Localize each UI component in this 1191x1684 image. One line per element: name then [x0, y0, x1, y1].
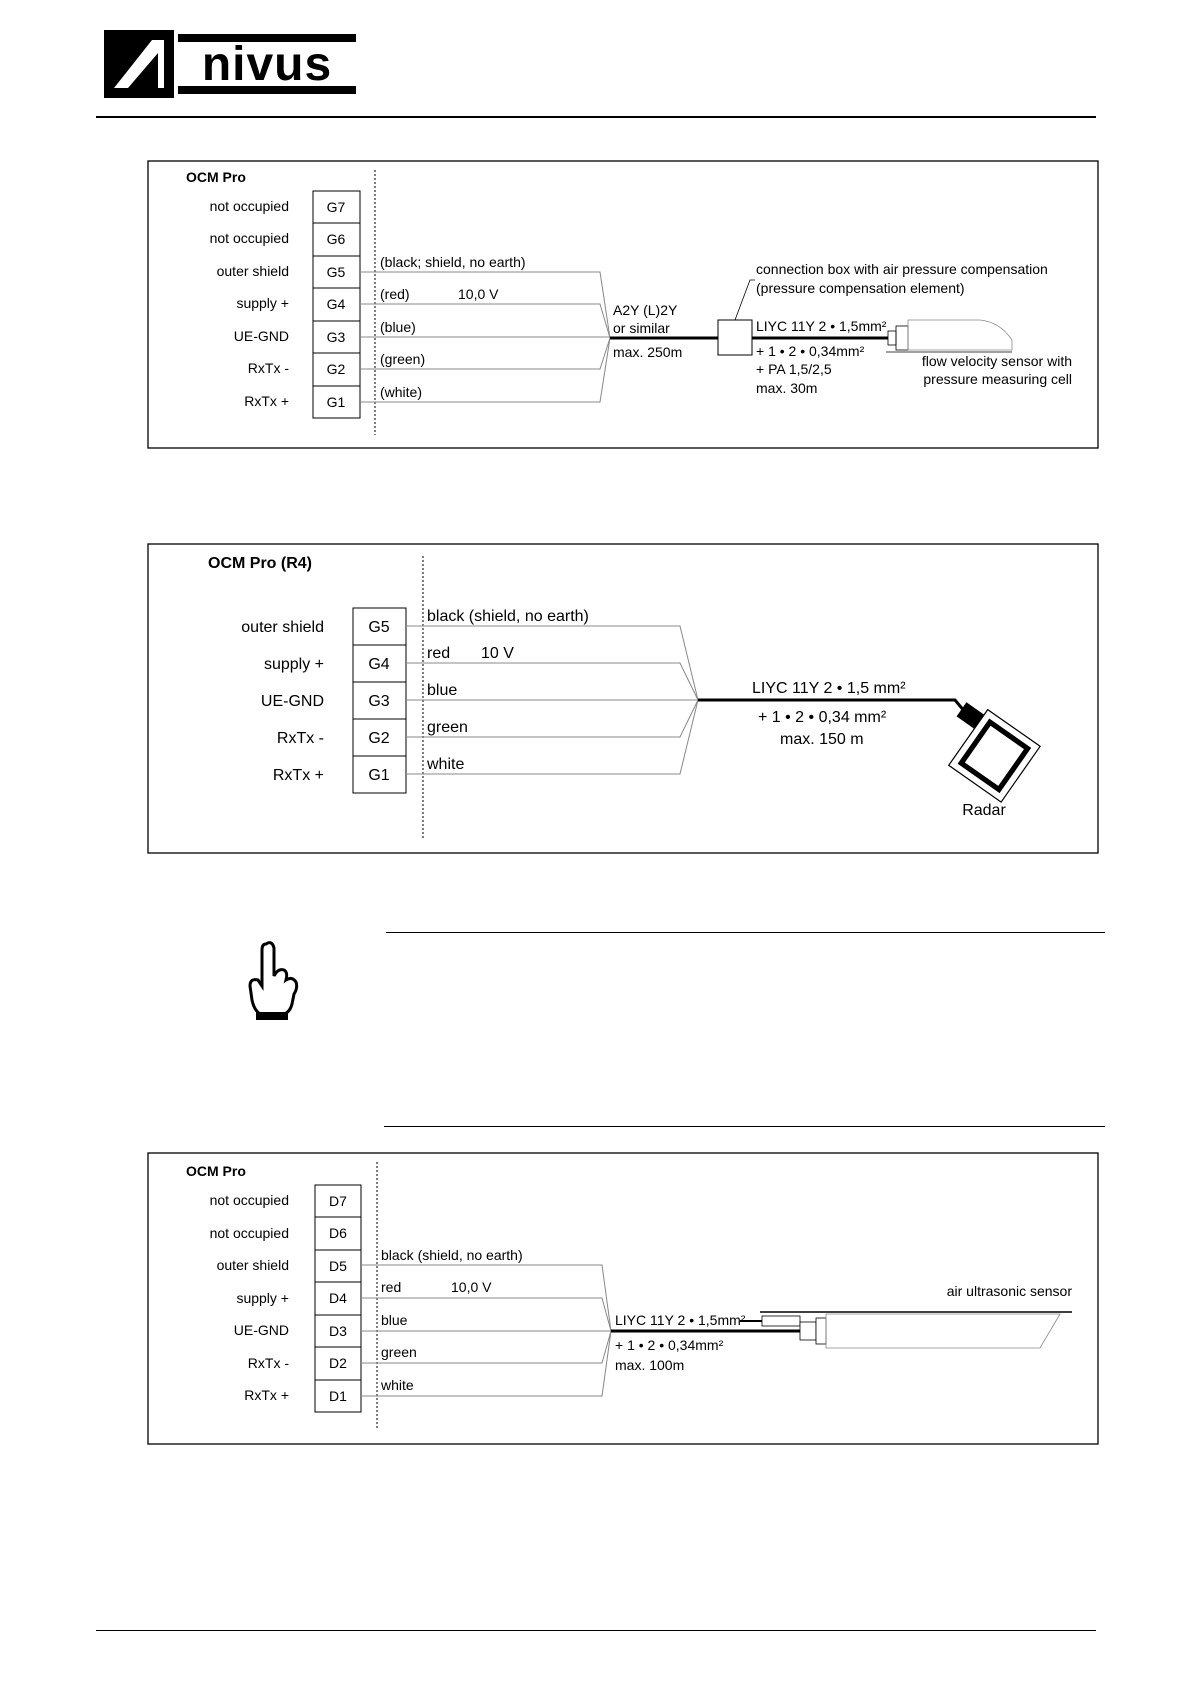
svg-text:Radar: Radar	[962, 802, 1006, 819]
svg-text:LIYC 11Y 2 • 1,5mm²: LIYC 11Y 2 • 1,5mm²	[756, 318, 887, 334]
svg-text:RxTx -: RxTx -	[247, 360, 289, 376]
svg-text:D3: D3	[329, 1323, 347, 1339]
terminal-row	[210, 1217, 361, 1250]
svg-text:LIYC 11Y 2 • 1,5mm²: LIYC 11Y 2 • 1,5mm²	[615, 1312, 746, 1328]
svg-text:max. 30m: max. 30m	[756, 380, 818, 396]
wire-label: blue	[381, 1312, 408, 1328]
svg-text:outer shield: outer shield	[241, 619, 324, 636]
svg-text:UE-GND: UE-GND	[233, 1322, 289, 1338]
wire-label: (green)	[380, 351, 426, 367]
wire-label: (white)	[380, 384, 423, 400]
svg-text:outer shield: outer shield	[216, 1257, 289, 1273]
svg-text:G4: G4	[326, 296, 346, 312]
svg-text:UE-GND: UE-GND	[233, 328, 289, 344]
svg-text:G3: G3	[368, 693, 390, 710]
svg-text:RxTx -: RxTx -	[247, 1355, 289, 1371]
wire-label: green	[427, 719, 468, 736]
voltage-label: 10,0 V	[458, 286, 499, 302]
svg-text:supply +: supply +	[236, 295, 289, 311]
voltage-label: 10,0 V	[451, 1279, 492, 1295]
svg-text:max. 150 m: max. 150 m	[780, 731, 864, 748]
terminal-row	[248, 1344, 417, 1380]
svg-text:supply +: supply +	[236, 1290, 289, 1306]
svg-text:D1: D1	[329, 1388, 347, 1404]
svg-text:G7: G7	[326, 199, 346, 215]
svg-text:D6: D6	[329, 1225, 347, 1241]
svg-text:RxTx +: RxTx +	[244, 1387, 289, 1403]
footer-rule	[96, 1630, 1096, 1631]
terminal-row	[210, 1185, 361, 1217]
svg-text:max. 100m: max. 100m	[615, 1357, 685, 1373]
diagram-title: OCM Pro	[186, 169, 246, 185]
wire-label: red	[427, 645, 451, 662]
svg-text:outer shield: outer shield	[216, 263, 289, 279]
svg-text:G1: G1	[368, 767, 390, 784]
svg-text:not occupied: not occupied	[209, 1192, 289, 1208]
svg-text:not occupied: not occupied	[209, 230, 289, 246]
svg-text:G3: G3	[326, 329, 346, 345]
svg-text:D2: D2	[329, 1355, 347, 1371]
wire-label: (red)	[380, 286, 410, 302]
diagram-title: OCM Pro	[186, 1163, 246, 1179]
wire-label: red	[381, 1279, 402, 1295]
svg-text:pressure measuring cell: pressure measuring cell	[923, 371, 1072, 387]
wire-label: black (shield, no earth)	[381, 1247, 523, 1263]
svg-text:not occupied: not occupied	[209, 198, 289, 214]
svg-text:D5: D5	[329, 1258, 347, 1274]
svg-text:connection box with air pressu: connection box with air pressure compensation	[756, 261, 1048, 277]
svg-text:+ 1 • 2 • 0,34mm²: + 1 • 2 • 0,34mm²	[615, 1337, 724, 1353]
svg-text:+ 1 • 2 • 0,34mm²: + 1 • 2 • 0,34mm²	[756, 343, 865, 359]
svg-text:D7: D7	[329, 1193, 347, 1209]
wire-label: black (shield, no earth)	[427, 608, 589, 625]
svg-text:flow velocity sensor with: flow velocity sensor with	[921, 353, 1072, 369]
svg-text:air ultrasonic sensor: air ultrasonic sensor	[946, 1283, 1072, 1299]
voltage-label: 10 V	[481, 645, 514, 662]
svg-text:supply +: supply +	[263, 656, 324, 673]
svg-text:not occupied: not occupied	[209, 1225, 289, 1241]
svg-text:G5: G5	[326, 264, 346, 280]
svg-text:G4: G4	[368, 656, 390, 673]
wire-label: white	[427, 756, 465, 773]
diagram-title: OCM Pro (R4)	[208, 555, 312, 572]
svg-text:RxTx -: RxTx -	[276, 730, 324, 747]
svg-text:LIYC 11Y 2 • 1,5 mm²: LIYC 11Y 2 • 1,5 mm²	[752, 680, 906, 697]
brand-text: nivus	[201, 38, 333, 91]
terminal-row	[244, 1377, 414, 1412]
wire-label: (blue)	[380, 319, 416, 335]
svg-text:(pressure compensation element: (pressure compensation element)	[756, 280, 965, 296]
svg-text:A2Y (L)2Y: A2Y (L)2Y	[613, 302, 678, 318]
svg-text:D4: D4	[329, 1290, 347, 1306]
svg-text:G5: G5	[368, 619, 390, 636]
terminal-row	[234, 1312, 408, 1347]
svg-text:or similar: or similar	[613, 320, 670, 336]
svg-text:G1: G1	[326, 394, 346, 410]
svg-text:max. 250m: max. 250m	[613, 344, 683, 360]
wire-label: (black; shield, no earth)	[380, 254, 526, 270]
terminal-row	[236, 1279, 492, 1315]
wire-label: blue	[427, 682, 458, 699]
svg-text:+ 1 • 2 • 0,34 mm²: + 1 • 2 • 0,34 mm²	[758, 709, 887, 726]
svg-text:UE-GND: UE-GND	[260, 693, 324, 710]
svg-text:G2: G2	[368, 730, 390, 747]
wire-label: green	[381, 1344, 417, 1360]
wire-label: white	[381, 1377, 414, 1393]
svg-text:+ PA 1,5/2,5: + PA 1,5/2,5	[756, 361, 832, 377]
svg-text:RxTx +: RxTx +	[272, 767, 324, 784]
svg-text:G2: G2	[326, 361, 346, 377]
svg-text:G6: G6	[326, 231, 346, 247]
svg-text:RxTx +: RxTx +	[244, 393, 289, 409]
